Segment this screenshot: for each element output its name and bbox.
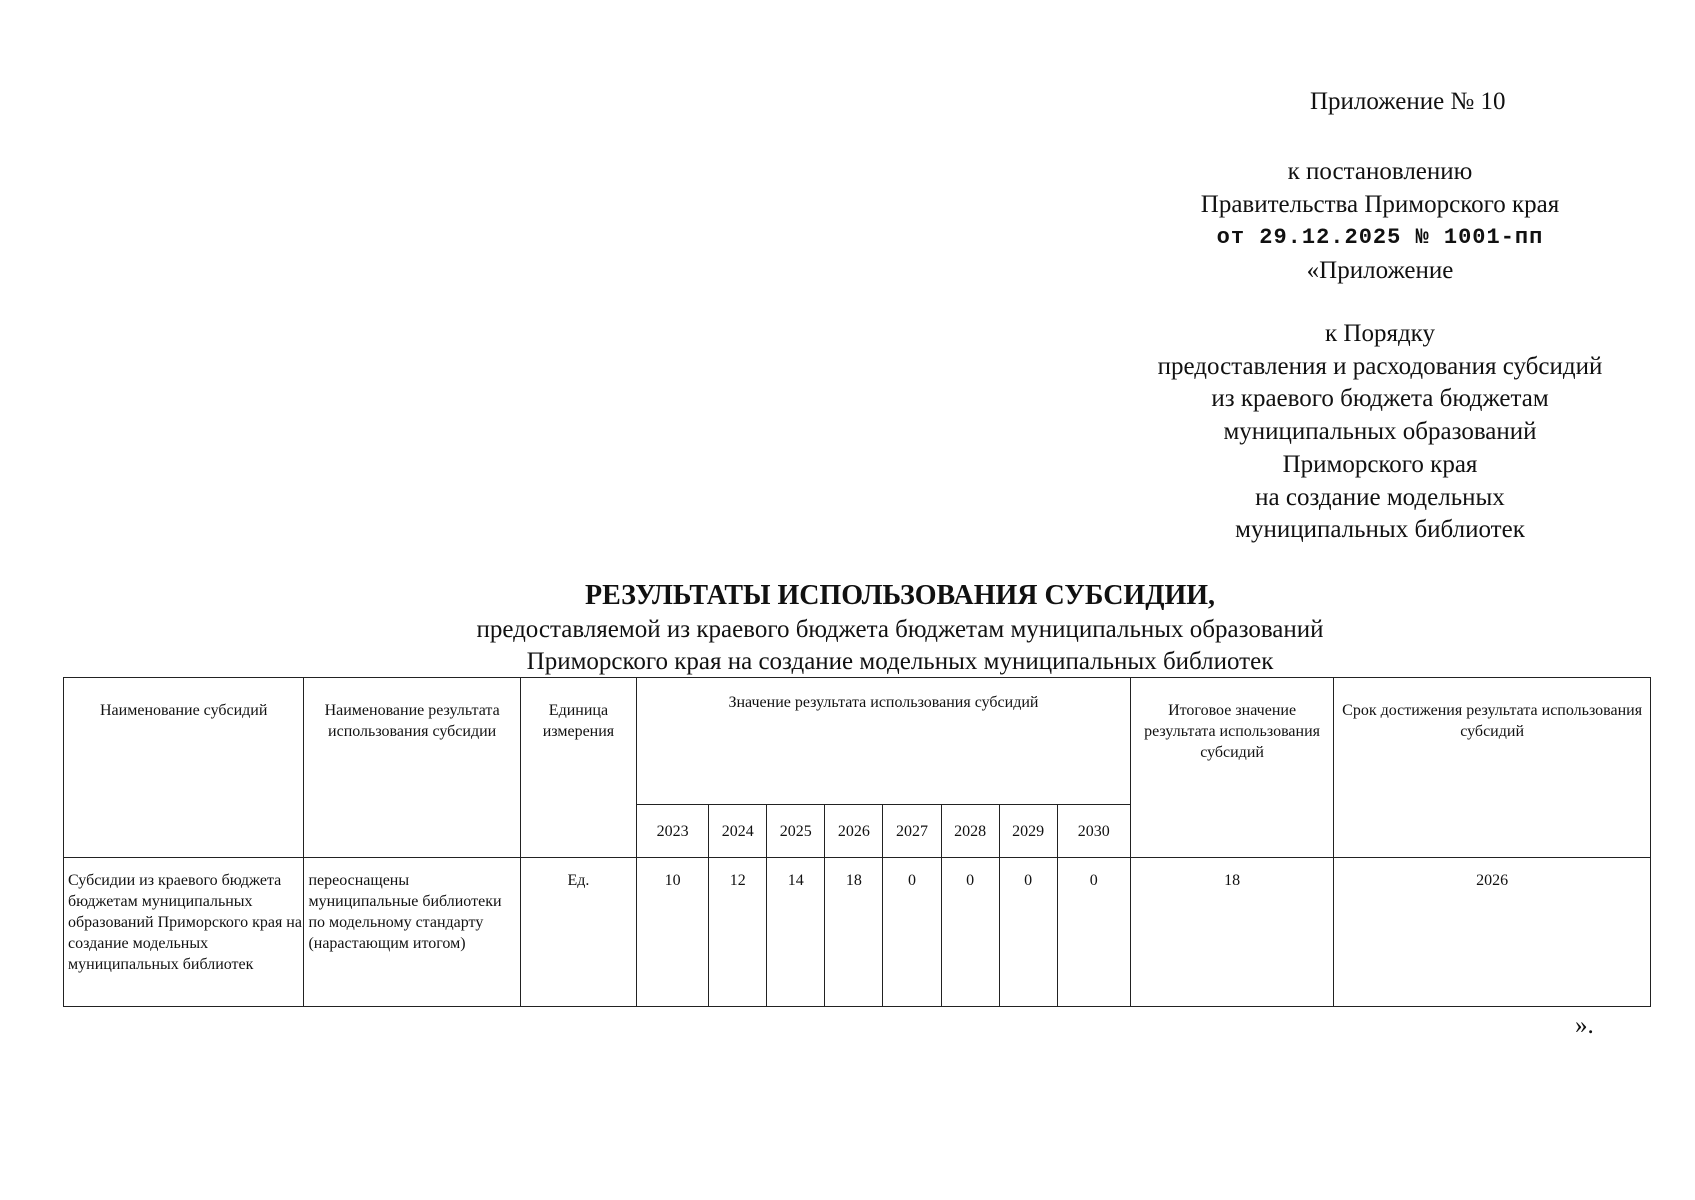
order-reference [1120, 318, 1640, 547]
year-header: 2030 [1057, 805, 1130, 858]
document-title-block [0, 578, 1695, 678]
cell-value: 10 [637, 858, 709, 1007]
appendix-open: «Приложение [1306, 257, 1454, 284]
cell-value: 0 [999, 858, 1057, 1007]
cell-value: 12 [709, 858, 767, 1007]
cell-final-value: 18 [1130, 858, 1333, 1007]
decree-line: Правительства Приморского края [1200, 191, 1560, 218]
document-subtitle: Приморского края на создание модельных муниципальных библиотек [526, 648, 1274, 675]
order-line: муниципальных библиотек [1235, 516, 1525, 544]
document-title: РЕЗУЛЬТАТЫ ИСПОЛЬЗОВАНИЯ СУБСИДИИ, [584, 580, 1216, 611]
order-line: из краевого бюджета бюджетам [1211, 385, 1549, 413]
cell-subsidy-name: Субсидии из краевого бюджета бюджетам муниципальных образований Приморского края на создание модельных муниципальных библиотек [64, 858, 304, 1007]
header-unit: Единица измерения [520, 678, 636, 858]
cell-value: 0 [941, 858, 999, 1007]
table-row [64, 858, 1651, 1007]
cell-value: 18 [825, 858, 883, 1007]
order-line: муниципальных образований [1223, 418, 1537, 446]
header-deadline: Срок достижения результата использования субсидий [1334, 678, 1651, 858]
document-subtitle: предоставляемой из краевого бюджета бюджетам муниципальных образований [476, 616, 1324, 643]
closing-quote: ». [1575, 1012, 1594, 1039]
order-line: к Порядку [1325, 320, 1435, 347]
year-header: 2029 [999, 805, 1057, 858]
header-final-value: Итоговое значение результата использования субсидий [1130, 678, 1333, 858]
cell-unit: Ед. [520, 858, 636, 1007]
cell-value: 14 [767, 858, 825, 1007]
year-header: 2027 [883, 805, 941, 858]
header-result-name: Наименование результата использования субсидии [304, 678, 520, 858]
order-line: предоставления и расходования субсидий [1157, 352, 1603, 380]
decree-reference [1120, 155, 1640, 287]
cell-result-name: переоснащены муниципальные библиотеки по модельному стандарту (нарастающим итогом) [304, 858, 520, 1007]
annex-number: Приложение № 10 [1310, 88, 1506, 115]
cell-value: 0 [883, 858, 941, 1007]
order-line: на создание модельных [1255, 483, 1505, 511]
year-header: 2024 [709, 805, 767, 858]
results-table [63, 677, 1651, 1007]
year-header: 2028 [941, 805, 999, 858]
table-header-row [64, 678, 1651, 805]
header-subsidy-name: Наименование субсидий [64, 678, 304, 858]
decree-line: к постановлению [1287, 158, 1473, 185]
header-values: Значение результата использования субсидий [637, 678, 1131, 805]
year-header: 2026 [825, 805, 883, 858]
decree-number: от 29.12.2025 № 1001-пп [1216, 225, 1544, 250]
year-header: 2025 [767, 805, 825, 858]
year-header: 2023 [637, 805, 709, 858]
cell-value: 0 [1057, 858, 1130, 1007]
cell-deadline: 2026 [1334, 858, 1651, 1007]
order-line: Приморского края [1282, 450, 1478, 478]
